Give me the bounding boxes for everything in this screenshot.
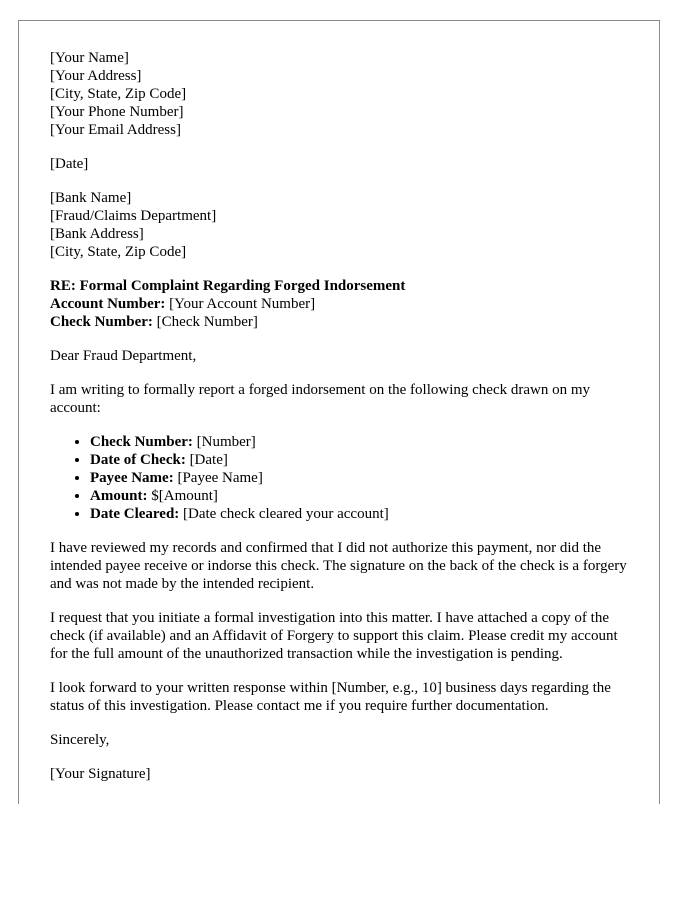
detail-label: Date of Check: — [90, 452, 186, 468]
account-number-value: [Your Account Number] — [165, 296, 316, 312]
salutation: Dear Fraud Department, — [50, 348, 197, 364]
subject-block — [50, 277, 636, 331]
body-paragraph-1: I have reviewed my records and confirmed that I did not authorize this payment, nor did the intended payee receive or indorse this check. The signature on the back of the check is a forgery and was not made by the intended recipient. — [50, 540, 627, 592]
sender-email: [Your Email Address] — [50, 122, 181, 138]
detail-label: Payee Name: — [90, 470, 174, 486]
body-paragraph-2: I request that you initiate a formal investigation into this matter. I have attached a copy of the check (if available) and an Affidavit of Forgery to support this claim. Please credit my account for the full amount of the unauthorized transaction while the investigation is pending. — [50, 610, 618, 662]
body-paragraph-3: I look forward to your written response within [Number, e.g., 10] business days regarding the status of this investigation. Please contact me if you require further documentation. — [50, 680, 611, 714]
closing: Sincerely, — [50, 732, 110, 748]
intro-paragraph: I am writing to formally report a forged indorsement on the following check drawn on my account: — [50, 382, 590, 416]
detail-label: Check Number: — [90, 434, 193, 450]
detail-value: [Payee Name] — [173, 470, 263, 486]
detail-label: Amount: — [90, 488, 148, 504]
list-item — [90, 433, 636, 451]
signature-placeholder: [Your Signature] — [50, 766, 151, 782]
list-item — [90, 505, 636, 523]
letter-body — [50, 49, 636, 783]
check-number-value: [Check Number] — [152, 314, 258, 330]
account-number-label: Account Number: — [50, 296, 166, 312]
sender-name: [Your Name] — [50, 50, 129, 66]
sender-block — [50, 49, 636, 139]
check-number-label: Check Number: — [50, 314, 153, 330]
detail-value: $[Amount] — [147, 488, 218, 504]
sender-address: [Your Address] — [50, 68, 142, 84]
recipient-department: [Fraud/Claims Department] — [50, 208, 217, 224]
letter-page — [18, 20, 660, 804]
list-item — [90, 469, 636, 487]
detail-value: [Date check cleared your account] — [179, 506, 389, 522]
recipient-bank-name: [Bank Name] — [50, 190, 132, 206]
account-number-line — [50, 295, 636, 313]
date-line: [Date] — [50, 156, 89, 172]
list-item — [90, 451, 636, 469]
detail-label: Date Cleared: — [90, 506, 180, 522]
sender-city-state-zip: [City, State, Zip Code] — [50, 86, 187, 102]
detail-value: [Number] — [192, 434, 256, 450]
check-details-list — [50, 433, 636, 523]
recipient-city-state-zip: [City, State, Zip Code] — [50, 244, 187, 260]
recipient-block — [50, 189, 636, 261]
check-number-line — [50, 313, 636, 331]
list-item — [90, 487, 636, 505]
detail-value: [Date] — [185, 452, 228, 468]
subject-line: RE: Formal Complaint Regarding Forged Indorsement — [50, 278, 406, 294]
sender-phone: [Your Phone Number] — [50, 104, 184, 120]
recipient-bank-address: [Bank Address] — [50, 226, 144, 242]
